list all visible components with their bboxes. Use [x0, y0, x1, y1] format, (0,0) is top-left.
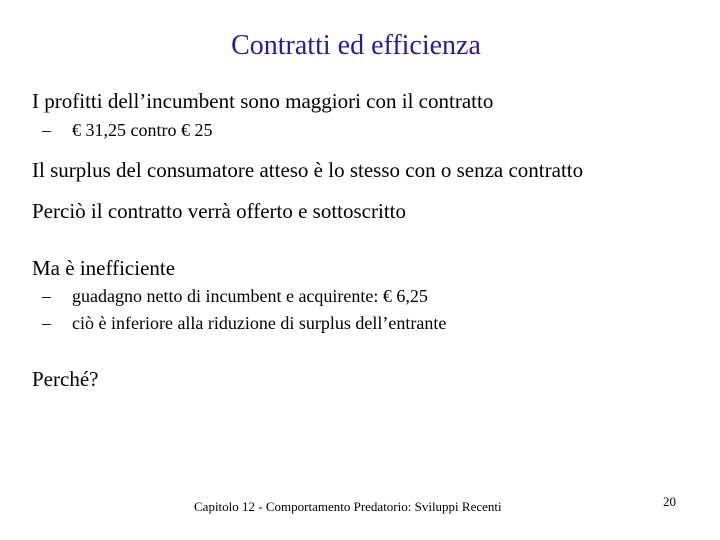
page-number: 20 — [663, 494, 676, 509]
dash-marker: – — [42, 286, 51, 306]
slide-footer: Capitolo 12 - Comportamento Predatorio: Sviluppi Recenti — [194, 499, 502, 514]
bullet-surplus: Il surplus del consumatore atteso è lo stesso con o senza contratto — [32, 158, 584, 182]
bullet-inefficiente: Ma è inefficiente — [32, 256, 176, 280]
sub-bullet-guadagno — [42, 286, 428, 307]
sub-bullet-text: ciò è inferiore alla riduzione di surplus dell’entrante — [72, 313, 447, 333]
bullet-perche: Perché? — [32, 367, 99, 391]
bullet-profitti: I profitti dell’incumbent sono maggiori con il contratto — [32, 89, 494, 113]
slide-title: Contratti ed efficienza — [231, 30, 481, 61]
sub-bullet-text: guadagno netto di incumbent e acquirente: € 6,25 — [72, 286, 428, 306]
dash-marker: – — [42, 313, 51, 333]
dash-marker: – — [42, 120, 51, 140]
sub-bullet-riduzione — [42, 313, 446, 334]
sub-bullet-profitti-confronto — [42, 120, 212, 141]
sub-bullet-text: € 31,25 contro € 25 — [72, 120, 213, 140]
bullet-percio: Perciò il contratto verrà offerto e sottoscritto — [32, 199, 406, 223]
